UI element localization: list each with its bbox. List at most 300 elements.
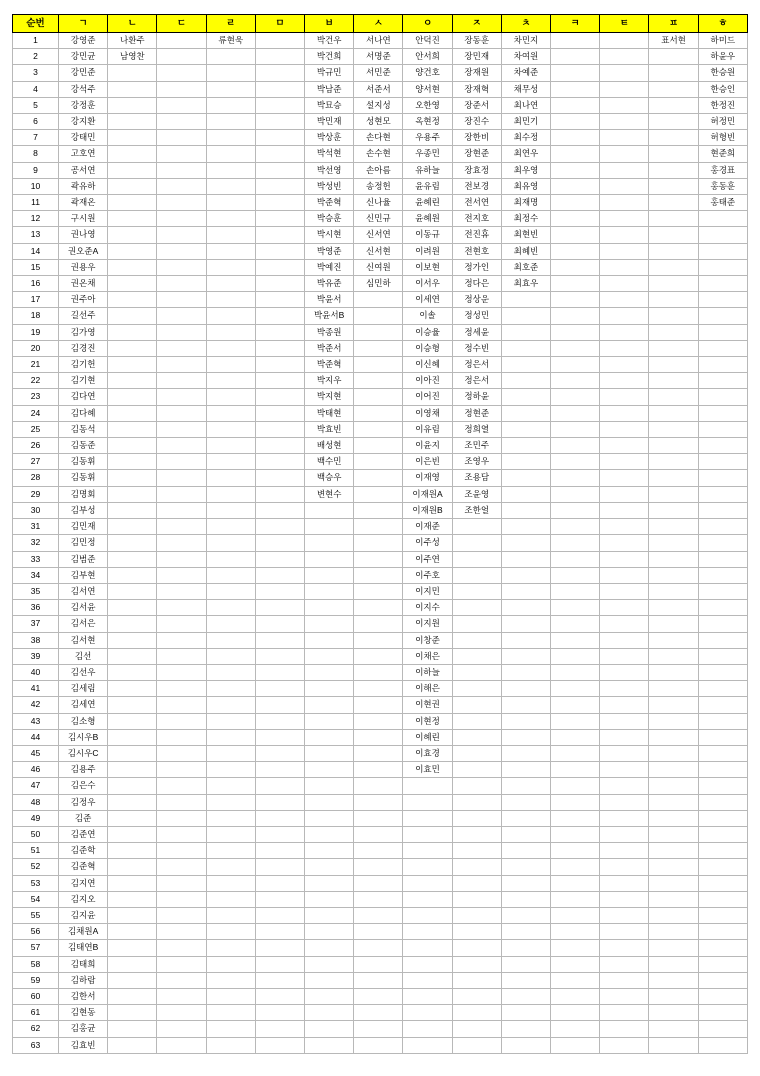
name-cell[interactable] [649,826,698,842]
row-sequence-cell[interactable]: 57 [13,940,59,956]
name-cell[interactable] [305,567,354,583]
name-cell[interactable] [551,1037,600,1053]
name-cell[interactable] [354,438,403,454]
name-cell[interactable] [206,794,255,810]
name-cell[interactable] [501,729,550,745]
name-cell[interactable] [551,227,600,243]
name-cell[interactable] [649,292,698,308]
name-cell[interactable]: 이지수 [403,600,452,616]
name-cell[interactable] [501,551,550,567]
name-cell[interactable] [206,843,255,859]
name-cell[interactable]: 박준서 [305,340,354,356]
name-cell[interactable] [206,778,255,794]
name-cell[interactable] [649,211,698,227]
name-cell[interactable] [354,1005,403,1021]
name-cell[interactable] [255,632,304,648]
name-cell[interactable] [600,940,649,956]
name-cell[interactable]: 심민하 [354,276,403,292]
name-cell[interactable] [354,924,403,940]
name-cell[interactable] [600,1005,649,1021]
name-cell[interactable]: 이보현 [403,259,452,275]
name-cell[interactable] [501,1021,550,1037]
name-cell[interactable] [108,972,157,988]
name-cell[interactable]: 한승원 [698,65,747,81]
column-header-0[interactable]: 순번 [13,15,59,33]
name-cell[interactable]: 박영준 [305,243,354,259]
name-cell[interactable] [551,211,600,227]
name-cell[interactable] [551,859,600,875]
name-cell[interactable] [649,859,698,875]
name-cell[interactable] [206,891,255,907]
name-cell[interactable] [649,567,698,583]
name-cell[interactable]: 윤혜린 [403,195,452,211]
name-cell[interactable] [305,551,354,567]
name-cell[interactable] [108,794,157,810]
name-cell[interactable] [305,583,354,599]
name-cell[interactable] [649,745,698,761]
name-cell[interactable] [206,502,255,518]
name-cell[interactable] [157,664,206,680]
name-cell[interactable] [551,49,600,65]
name-cell[interactable]: 김민재 [59,519,108,535]
row-sequence-cell[interactable]: 59 [13,972,59,988]
name-cell[interactable] [305,940,354,956]
name-cell[interactable] [206,988,255,1004]
name-cell[interactable] [305,729,354,745]
name-cell[interactable] [354,810,403,826]
name-cell[interactable] [157,616,206,632]
name-cell[interactable] [108,373,157,389]
name-cell[interactable] [206,567,255,583]
name-cell[interactable] [501,567,550,583]
name-cell[interactable] [698,276,747,292]
name-cell[interactable] [305,535,354,551]
name-cell[interactable]: 우종민 [403,146,452,162]
name-cell[interactable]: 서민준 [354,65,403,81]
name-cell[interactable] [255,972,304,988]
row-sequence-cell[interactable]: 48 [13,794,59,810]
name-cell[interactable]: 류현욱 [206,33,255,49]
name-cell[interactable] [354,1037,403,1053]
name-cell[interactable] [649,259,698,275]
name-cell[interactable] [600,616,649,632]
name-cell[interactable] [157,583,206,599]
name-cell[interactable]: 최연우 [501,146,550,162]
name-cell[interactable]: 배성현 [305,438,354,454]
name-cell[interactable] [157,826,206,842]
name-cell[interactable]: 백수민 [305,454,354,470]
name-cell[interactable] [157,745,206,761]
name-cell[interactable] [108,454,157,470]
name-cell[interactable] [157,762,206,778]
row-sequence-cell[interactable]: 63 [13,1037,59,1053]
name-cell[interactable] [157,924,206,940]
name-cell[interactable]: 홍태준 [698,195,747,211]
name-cell[interactable] [600,1021,649,1037]
name-cell[interactable] [354,956,403,972]
name-cell[interactable] [501,924,550,940]
name-cell[interactable] [108,227,157,243]
name-cell[interactable]: 이지원 [403,616,452,632]
name-cell[interactable]: 강태민 [59,130,108,146]
name-cell[interactable] [157,891,206,907]
name-cell[interactable] [255,470,304,486]
name-cell[interactable]: 박석현 [305,146,354,162]
name-cell[interactable] [206,438,255,454]
name-cell[interactable]: 김동준 [59,438,108,454]
name-cell[interactable] [551,178,600,194]
name-cell[interactable] [206,97,255,113]
name-cell[interactable]: 김명회 [59,486,108,502]
name-cell[interactable] [551,292,600,308]
name-cell[interactable]: 홍동훈 [698,178,747,194]
name-cell[interactable] [551,81,600,97]
name-cell[interactable] [157,292,206,308]
name-cell[interactable] [157,1037,206,1053]
name-cell[interactable] [501,664,550,680]
name-cell[interactable] [501,778,550,794]
name-cell[interactable]: 김다연 [59,389,108,405]
name-cell[interactable] [501,713,550,729]
name-cell[interactable] [255,49,304,65]
name-cell[interactable] [600,988,649,1004]
row-sequence-cell[interactable]: 45 [13,745,59,761]
name-cell[interactable] [649,357,698,373]
name-cell[interactable] [649,373,698,389]
name-cell[interactable] [354,535,403,551]
name-cell[interactable] [255,81,304,97]
name-cell[interactable] [354,762,403,778]
name-cell[interactable] [108,486,157,502]
name-cell[interactable] [354,859,403,875]
row-sequence-cell[interactable]: 22 [13,373,59,389]
name-cell[interactable] [551,956,600,972]
name-cell[interactable]: 남영찬 [108,49,157,65]
name-cell[interactable] [698,729,747,745]
name-cell[interactable] [600,97,649,113]
name-cell[interactable] [551,616,600,632]
row-sequence-cell[interactable]: 46 [13,762,59,778]
name-cell[interactable] [157,357,206,373]
name-cell[interactable] [157,681,206,697]
name-cell[interactable] [255,292,304,308]
name-cell[interactable] [698,697,747,713]
name-cell[interactable] [452,664,501,680]
name-cell[interactable] [649,762,698,778]
name-cell[interactable] [157,551,206,567]
name-cell[interactable] [551,195,600,211]
name-cell[interactable] [206,405,255,421]
name-cell[interactable]: 백승우 [305,470,354,486]
name-cell[interactable] [501,794,550,810]
name-cell[interactable] [305,1037,354,1053]
name-cell[interactable] [452,583,501,599]
name-cell[interactable] [600,502,649,518]
name-cell[interactable] [206,1037,255,1053]
name-cell[interactable] [354,486,403,502]
name-cell[interactable]: 강영준 [59,33,108,49]
name-cell[interactable] [501,357,550,373]
name-cell[interactable] [354,875,403,891]
name-cell[interactable] [600,713,649,729]
name-cell[interactable]: 이서우 [403,276,452,292]
name-cell[interactable] [255,778,304,794]
column-header-5[interactable]: ㅁ [255,15,304,33]
name-cell[interactable] [452,632,501,648]
name-cell[interactable] [501,681,550,697]
name-cell[interactable]: 김소형 [59,713,108,729]
column-header-9[interactable]: ㅈ [452,15,501,33]
name-cell[interactable] [551,924,600,940]
name-cell[interactable]: 박묘승 [305,97,354,113]
name-cell[interactable] [501,421,550,437]
name-cell[interactable]: 권온채 [59,276,108,292]
name-cell[interactable] [649,502,698,518]
name-cell[interactable] [255,583,304,599]
name-cell[interactable] [157,178,206,194]
name-cell[interactable] [206,535,255,551]
name-cell[interactable]: 이재원B [403,502,452,518]
name-cell[interactable] [403,972,452,988]
name-cell[interactable] [108,195,157,211]
name-cell[interactable]: 이혜린 [403,729,452,745]
row-sequence-cell[interactable]: 33 [13,551,59,567]
row-sequence-cell[interactable]: 19 [13,324,59,340]
name-cell[interactable] [600,972,649,988]
name-cell[interactable] [255,907,304,923]
name-cell[interactable]: 박윤서 [305,292,354,308]
name-cell[interactable]: 장한비 [452,130,501,146]
name-cell[interactable] [255,745,304,761]
name-cell[interactable] [157,259,206,275]
row-sequence-cell[interactable]: 9 [13,162,59,178]
row-sequence-cell[interactable]: 32 [13,535,59,551]
name-cell[interactable] [206,389,255,405]
name-cell[interactable] [354,907,403,923]
name-cell[interactable]: 조한얼 [452,502,501,518]
row-sequence-cell[interactable]: 15 [13,259,59,275]
name-cell[interactable] [354,632,403,648]
name-cell[interactable] [649,648,698,664]
name-cell[interactable]: 홍경표 [698,162,747,178]
name-cell[interactable]: 박건희 [305,49,354,65]
name-cell[interactable] [206,664,255,680]
name-cell[interactable] [600,276,649,292]
name-cell[interactable] [649,907,698,923]
name-cell[interactable] [206,49,255,65]
name-cell[interactable] [600,211,649,227]
name-cell[interactable] [551,972,600,988]
name-cell[interactable]: 전보경 [452,178,501,194]
name-cell[interactable] [501,340,550,356]
name-cell[interactable]: 박지현 [305,389,354,405]
name-cell[interactable] [649,195,698,211]
name-cell[interactable] [206,745,255,761]
name-cell[interactable] [501,373,550,389]
name-cell[interactable] [255,308,304,324]
name-cell[interactable] [403,843,452,859]
name-cell[interactable] [600,583,649,599]
name-cell[interactable] [157,438,206,454]
name-cell[interactable]: 이효경 [403,745,452,761]
name-cell[interactable] [206,357,255,373]
name-cell[interactable]: 김지오 [59,891,108,907]
name-cell[interactable]: 박남준 [305,81,354,97]
name-cell[interactable] [354,292,403,308]
name-cell[interactable]: 장준서 [452,97,501,113]
name-cell[interactable] [452,875,501,891]
name-cell[interactable]: 표서현 [649,33,698,49]
name-cell[interactable]: 최효우 [501,276,550,292]
name-cell[interactable] [108,146,157,162]
name-cell[interactable]: 정다은 [452,276,501,292]
name-cell[interactable] [501,875,550,891]
name-cell[interactable] [698,988,747,1004]
name-cell[interactable] [206,114,255,130]
name-cell[interactable] [403,891,452,907]
row-sequence-cell[interactable]: 13 [13,227,59,243]
name-cell[interactable] [108,1005,157,1021]
name-cell[interactable]: 박승훈 [305,211,354,227]
name-cell[interactable]: 최우영 [501,162,550,178]
name-cell[interactable] [305,713,354,729]
name-cell[interactable] [698,778,747,794]
name-cell[interactable]: 공서연 [59,162,108,178]
name-cell[interactable] [108,875,157,891]
name-cell[interactable] [108,681,157,697]
name-cell[interactable] [600,81,649,97]
name-cell[interactable] [551,502,600,518]
name-cell[interactable]: 이현정 [403,713,452,729]
name-cell[interactable] [501,616,550,632]
name-cell[interactable]: 조용담 [452,470,501,486]
name-cell[interactable] [600,956,649,972]
row-sequence-cell[interactable]: 62 [13,1021,59,1037]
name-cell[interactable]: 정은서 [452,357,501,373]
name-cell[interactable] [501,843,550,859]
name-cell[interactable] [108,405,157,421]
name-cell[interactable] [649,583,698,599]
name-cell[interactable] [698,745,747,761]
name-cell[interactable]: 박효빈 [305,421,354,437]
name-cell[interactable] [354,972,403,988]
name-cell[interactable]: 권용우 [59,259,108,275]
name-cell[interactable] [157,502,206,518]
column-header-12[interactable]: ㅌ [600,15,649,33]
name-cell[interactable] [108,907,157,923]
name-cell[interactable] [305,924,354,940]
name-cell[interactable] [600,843,649,859]
name-cell[interactable]: 최유영 [501,178,550,194]
name-cell[interactable]: 최혜빈 [501,243,550,259]
name-cell[interactable] [354,324,403,340]
name-cell[interactable] [501,956,550,972]
name-cell[interactable] [551,97,600,113]
name-cell[interactable] [551,146,600,162]
name-cell[interactable] [108,162,157,178]
name-cell[interactable] [600,292,649,308]
name-cell[interactable] [157,875,206,891]
name-cell[interactable] [452,762,501,778]
name-cell[interactable] [649,1037,698,1053]
name-cell[interactable]: 곽재온 [59,195,108,211]
name-cell[interactable] [649,956,698,972]
name-cell[interactable] [108,438,157,454]
name-cell[interactable] [305,907,354,923]
name-cell[interactable]: 박건우 [305,33,354,49]
row-sequence-cell[interactable]: 16 [13,276,59,292]
name-cell[interactable] [698,292,747,308]
name-cell[interactable]: 차여원 [501,49,550,65]
row-sequence-cell[interactable]: 49 [13,810,59,826]
name-cell[interactable]: 유하늘 [403,162,452,178]
name-cell[interactable] [157,373,206,389]
name-cell[interactable]: 옥현정 [403,114,452,130]
name-cell[interactable] [452,519,501,535]
row-sequence-cell[interactable]: 35 [13,583,59,599]
name-cell[interactable]: 우용주 [403,130,452,146]
name-cell[interactable]: 신여원 [354,259,403,275]
name-cell[interactable] [698,810,747,826]
name-cell[interactable] [600,891,649,907]
name-cell[interactable] [649,843,698,859]
name-cell[interactable] [551,519,600,535]
name-cell[interactable]: 이채은 [403,648,452,664]
name-cell[interactable] [649,178,698,194]
name-cell[interactable] [157,972,206,988]
name-cell[interactable] [452,535,501,551]
name-cell[interactable] [551,438,600,454]
name-cell[interactable]: 김준혁 [59,859,108,875]
name-cell[interactable] [551,940,600,956]
name-cell[interactable] [354,681,403,697]
name-cell[interactable] [206,956,255,972]
name-cell[interactable] [157,810,206,826]
name-cell[interactable]: 이주성 [403,535,452,551]
name-cell[interactable] [649,972,698,988]
name-cell[interactable] [255,956,304,972]
name-cell[interactable]: 박유준 [305,276,354,292]
name-cell[interactable] [255,519,304,535]
name-cell[interactable]: 김은수 [59,778,108,794]
name-cell[interactable]: 신서현 [354,243,403,259]
name-cell[interactable] [600,438,649,454]
name-cell[interactable]: 장재원 [452,65,501,81]
name-cell[interactable] [698,308,747,324]
name-cell[interactable] [255,227,304,243]
name-cell[interactable] [600,924,649,940]
name-cell[interactable] [206,227,255,243]
name-cell[interactable] [452,972,501,988]
name-cell[interactable]: 조영우 [452,454,501,470]
name-cell[interactable] [501,632,550,648]
name-cell[interactable] [452,778,501,794]
name-cell[interactable]: 김선 [59,648,108,664]
name-cell[interactable]: 강지환 [59,114,108,130]
name-cell[interactable] [600,130,649,146]
row-sequence-cell[interactable]: 31 [13,519,59,535]
name-cell[interactable]: 권주아 [59,292,108,308]
name-cell[interactable] [354,308,403,324]
name-cell[interactable] [600,308,649,324]
name-cell[interactable] [108,259,157,275]
row-sequence-cell[interactable]: 18 [13,308,59,324]
name-cell[interactable]: 장진수 [452,114,501,130]
name-cell[interactable] [600,664,649,680]
name-cell[interactable] [649,65,698,81]
name-cell[interactable] [452,859,501,875]
name-cell[interactable]: 이효민 [403,762,452,778]
